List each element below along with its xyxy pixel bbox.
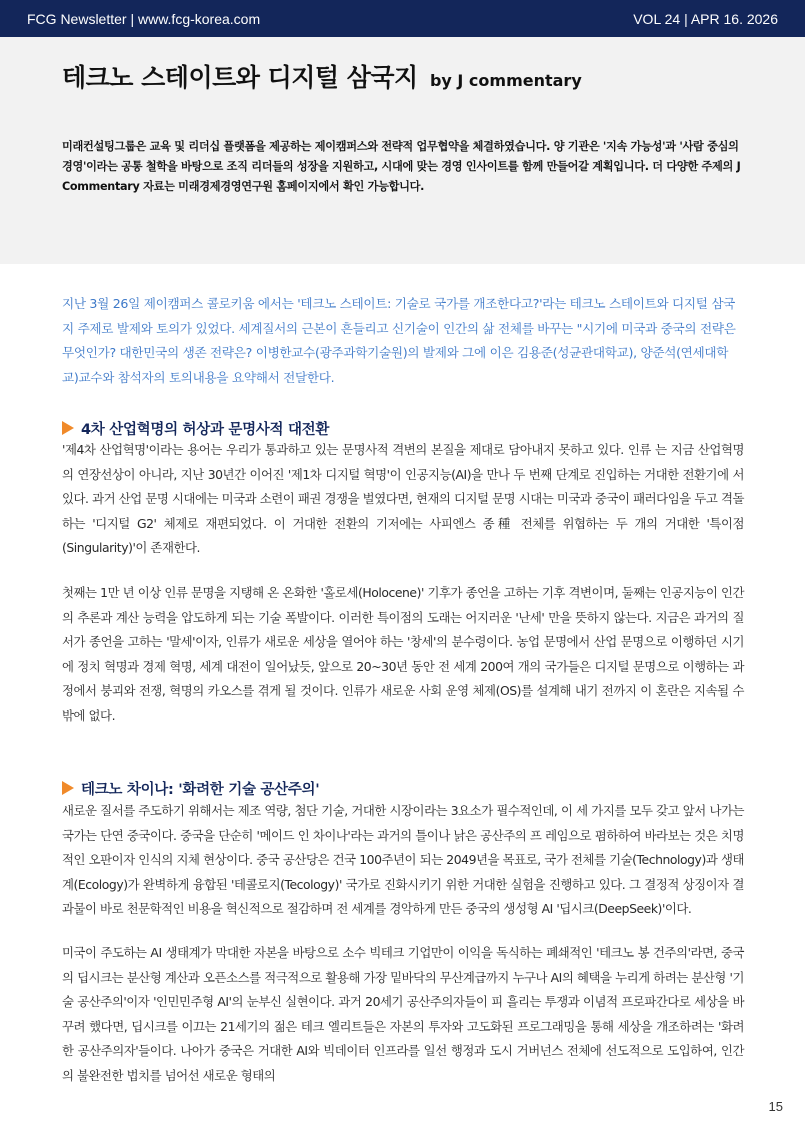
section-heading	[62, 778, 752, 799]
section-heading-text: 4차 산업혁명의 허상과 문명사적 대전환	[81, 422, 330, 438]
title-text: 테크노 스테이트와 디지털 삼국지	[62, 63, 418, 92]
issue-date-label: VOL 24 | APR 16. 2026	[633, 11, 778, 27]
page-title	[62, 58, 582, 94]
newsletter-header-bar	[0, 0, 805, 37]
byline: by J commentary	[429, 71, 582, 90]
article-summary: 미래컨설팅그룹은 교육 및 리더십 플랫폼을 제공하는 제이캠퍼스와 전략적 업무협약을 체결하였습니다. 양 기관은 '지속 가능성'과 '사람 중심의 경영'이라는 공통 철학을 바탕으로 조직 리더들의 성장을 지원하고, 시대에 맞는 경영 인사이트를 함께 만들어갈 계획입니다. 더 다양한 주제의 J Commentary 자료는 미래경제경영연구원 홈페이지에서 확인 가능합니다.	[62, 140, 741, 193]
body-paragraph: '제4차 산업혁명'이라는 용어는 우리가 통과하고 있는 문명사적 격변의 본질을 제대로 담아내지 못하고 있다. 인류 는 지금 산업혁명의 연장선상이 아니라, 지난 30년간 이어진 '제1차 디지털 혁명'이 인공지능(AI)을 만나 두 번째 단계로 진입하는 거대한 전환기에 서 있다. 과거 산업 문명 시대에는 미국과 소련이 패권 경쟁을 벌였다면, 현재의 디지털 문명 시대는 미국과 중국이 패러다임을 두고 격돌하는 '디지털 G2' 체제로 재편되었다. 이 거대한 전환의 기저에는 사피엔스 종種 전체를 위협하는 두 개의 거대한 '특이점(Singularity)'이 존재한다.	[62, 442, 744, 555]
newsletter-site-label: FCG Newsletter | www.fcg-korea.com	[27, 11, 261, 27]
section-heading	[62, 418, 752, 439]
triangle-bullet-icon	[62, 781, 74, 795]
triangle-bullet-icon	[62, 421, 74, 435]
body-paragraph: 첫째는 1만 년 이상 인류 문명을 지탱해 온 온화한 '홀로세(Holocene)' 기후가 종언을 고하는 기후 격변이며, 둘째는 인공지능이 인간의 추론과 계산 능력을 압도하게 되는 기술 폭발이다. 이러한 특이점의 도래는 어지러운 '난세' 만을 뜻하지 않는다. 지금은 과거의 질서가 종언을 고하는 '말세'이자, 인류가 새로운 세상을 열어야 하는 '창세'의 분수령이다. 농업 문명에서 산업 문명으로 이행하던 시기에 정치 혁명과 경제 혁명, 세계 대전이 일어났듯, 앞으로 20~30년 동안 전 세계 200여 개의 국가들은 디지털 문명으로 이행하는 과정에서 붕괴와 전쟁, 혁명의 카오스를 겪게 될 것이다. 인류가 새로운 사회 운영 체제(OS)를 설계해 내기 전까지 이 혼란은 지속될 수밖에 없다.	[62, 585, 744, 723]
article-intro: 지난 3월 26일 제이캠퍼스 콜로키움 에서는 '테크노 스테이트: 기술로 국가를 개조한다고?'라는 테크노 스테이트와 디지털 삼국지 주제로 발제와 토의가 있었다. 세계질서의 근본이 흔들리고 신기술이 인간의 삶 전체를 바꾸는 "시기에 미국과 중국의 전략은 무엇인가? 대한민국의 생존 전략은? 이병한교수(광주과학기술원)의 발제와 그에 이은 김용준(성균관대학교), 양준석(연세대학교)교수와 참석자의 토의내용을 요약해서 전달한다.	[62, 296, 736, 385]
section-heading-text: 테크노 차이나: '화려한 기술 공산주의'	[81, 782, 320, 798]
body-paragraph: 새로운 질서를 주도하기 위해서는 제조 역량, 첨단 기술, 거대한 시장이라는 3요소가 필수적인데, 이 세 가지를 모두 갖고 앞서 나가는 국가는 단연 중국이다. 중국을 단순히 '메이드 인 차이나'라는 과거의 틀이나 낡은 공산주의 프 레임으로 폄하하여 바라보는 것은 치명적인 오판이자 인식의 지체 현상이다. 중국 공산당은 건국 100주년이 되는 2049년을 목표로, 국가 전체를 기술(Technology)과 생태계(Ecology)가 완벽하게 융합된 '테콜로지(Tecology)' 국가로 진화시키기 위한 거대한 실험을 진행하고 있다. 그 결정적 상징이자 결과물이 바로 천문학적인 비용을 혁신적으로 절감하며 전 세계를 경악하게 만든 중국의 생성형 AI '딥시크(DeepSeek)'이다.	[62, 803, 744, 916]
page-number: 15	[768, 1099, 783, 1114]
body-paragraph: 미국이 주도하는 AI 생태계가 막대한 자본을 바탕으로 소수 빅테크 기업만이 이익을 독식하는 폐쇄적인 '테크노 봉 건주의'라면, 중국의 딥시크는 분산형 계산과 오픈소스를 적극적으로 활용해 가장 밑바닥의 무산계급까지 누구나 AI의 혜택을 누리게 하려는 분산형 '기술 공산주의'이자 '인민민주형 AI'의 눈부신 실현이다. 과거 20세기 공산주의자들이 피 흘리는 투쟁과 이념적 프로파간다로 세상을 바꾸려 했다면, 딥시크를 이끄는 21세기의 젊은 테크 엘리트들은 자본의 투자와 고도화된 프로그래밍을 통해 세상을 개조하려는 '화려한 공산주의자'들이다. 나아가 중국은 거대한 AI와 빅데이터 인프라를 일선 행정과 도시 거버넌스 전체에 선도적으로 도입하여, 인간의 불완전한 법치를 넘어선 새로운 형태의	[62, 945, 744, 1083]
